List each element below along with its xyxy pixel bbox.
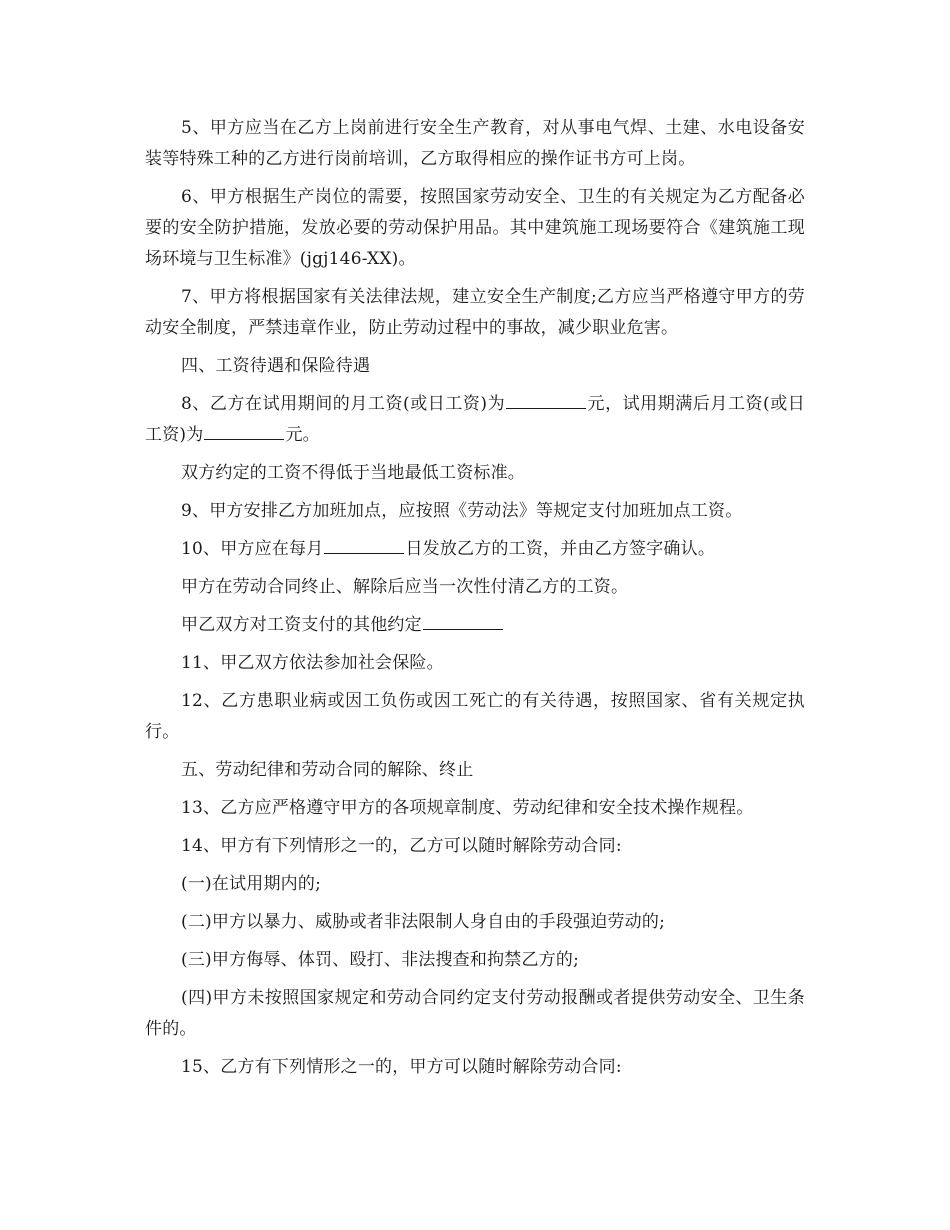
clause-9: 9、甲方安排乙方加班加点，应按照《劳动法》等规定支付加班加点工资。 [181,501,743,521]
final-pay-note: 甲方在劳动合同终止、解除后应当一次性付清乙方的工资。 [181,577,629,597]
clause-14-item-3: (三)甲方侮辱、体罚、殴打、非法搜查和拘禁乙方的; [181,950,579,970]
clause-15: 15、乙方有下列情形之一的，甲方可以随时解除劳动合同: [181,1057,622,1077]
probation-wage-blank[interactable] [506,390,586,409]
pay-day-blank[interactable] [324,535,404,554]
section-heading-5: 五、劳动纪律和劳动合同的解除、终止 [181,760,474,780]
clause-8 [145,389,805,451]
clause-7: 7、甲方将根据国家有关法律法规，建立安全生产制度;乙方应当严格遵守甲方的劳动安全制度，严禁违章作业，防止劳动过程中的事故，减少职业危害。 [145,287,805,338]
clause-6: 6、甲方根据生产岗位的需要，按照国家劳动安全、卫生的有关规定为乙方配备必要的安全防护措施，发放必要的劳动保护用品。其中建筑施工现场要符合《建筑施工现场环境与卫生标准》(jgj146-XX)。 [145,187,805,269]
clause-14-item-2: (二)甲方以暴力、威胁或者非法限制人身自由的手段强迫劳动的; [181,912,665,932]
clause-8-text-a: 8、乙方在试用期间的月工资(或日工资)为 [181,394,506,414]
clause-14-item-1: (一)在试用期内的; [181,874,321,894]
section-heading-4: 四、工资待遇和保险待遇 [181,356,371,376]
regular-wage-blank[interactable] [204,421,284,440]
clause-10-text-b: 日发放乙方的工资，并由乙方签字确认。 [405,539,716,559]
clause-12: 12、乙方患职业病或因工负伤或因工死亡的有关待遇，按照国家、省有关规定执行。 [145,691,805,742]
clause-5: 5、甲方应当在乙方上岗前进行安全生产教育，对从事电气焊、土建、水电设备安装等特殊工种的乙方进行岗前培训，乙方取得相应的操作证书方可上岗。 [145,118,805,169]
clause-8-text-c: 元。 [285,425,320,445]
document-body [145,113,805,1090]
other-pay-agreement [145,610,805,641]
min-wage-note: 双方约定的工资不得低于当地最低工资标准。 [181,463,525,483]
clause-14: 14、甲方有下列情形之一的，乙方可以随时解除劳动合同: [181,836,622,856]
clause-10-text-a: 10、甲方应在每月 [181,539,324,559]
clause-8-text-b: 元，试用期满后月工资(或日工资)为 [145,394,805,445]
other-pay-agreement-text: 甲乙双方对工资支付的其他约定 [181,615,422,635]
other-pay-agreement-blank[interactable] [423,611,503,630]
clause-10 [145,534,805,565]
clause-13: 13、乙方应严格遵守甲方的各项规章制度、劳动纪律和安全技术操作规程。 [181,798,754,818]
clause-11: 11、甲乙双方依法参加社会保险。 [181,653,444,673]
clause-14-item-4: (四)甲方未按照国家规定和劳动合同约定支付劳动报酬或者提供劳动安全、卫生条件的。 [145,988,805,1039]
